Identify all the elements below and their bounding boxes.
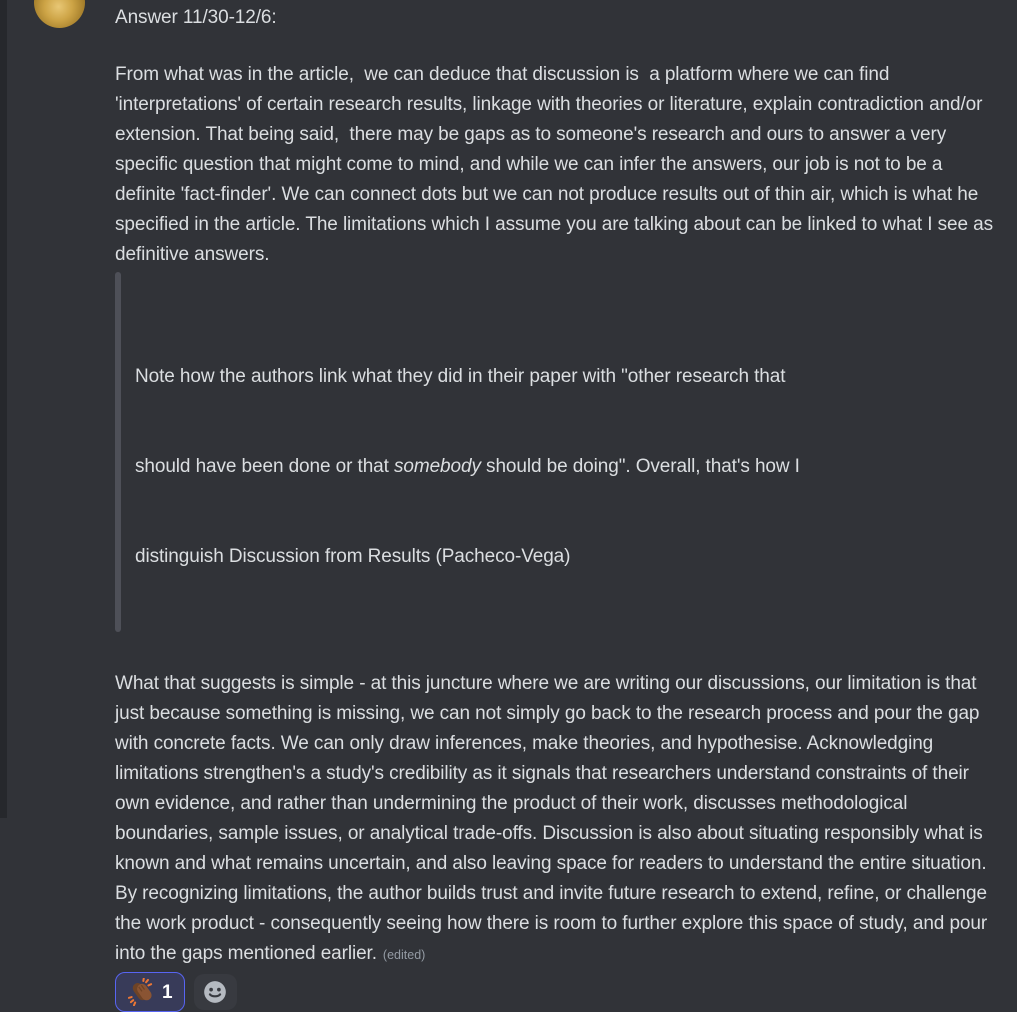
reaction-clap[interactable] [115, 972, 185, 1012]
message-paragraph-2 [115, 669, 993, 970]
reaction-count: 1 [162, 981, 173, 1003]
smiley-icon [202, 979, 228, 1005]
blockquote-line-2 [135, 452, 800, 482]
blockquote-line-3: distinguish Discussion from Results (Pacheco-Vega) [135, 546, 571, 567]
blockquote [115, 272, 997, 632]
add-reaction-button[interactable] [194, 974, 237, 1010]
blockquote-text [121, 272, 800, 632]
paragraph-2-text: What that suggests is simple - at this juncture where we are writing our discussions, our limitation is that just because something is missing, we can not simply go back to the research process and pour the gap with concrete facts. We can only draw inferences, make theories, and hypothesise. Acknowledging limitations strengthen's a study's credibility as it signals that researchers understand constraints of their own evidence, and rather than undermining the product of their work, discusses methodological boundaries, sample issues, or analytical trade-offs. Discussion is also about situating responsibly what is known and what remains uncertain, and also leaving space for readers to understand the entire situation. By recognizing limitations, the author builds trust and invite future research to extend, refine, or challenge the work product - consequently seeing how there is room to further explore this space of study, and pour into the gaps mentioned earlier. [115, 673, 993, 964]
reactions-row [115, 972, 997, 1012]
message-header-line: Answer 11/30-12/6: [115, 7, 277, 28]
chat-message [115, 3, 997, 1012]
quote-text-after-italic: should be doing". Overall, that's how I [480, 456, 800, 477]
clap-emoji-icon [127, 978, 155, 1006]
quote-italic-word: somebody [393, 456, 481, 477]
edited-tag: (edited) [382, 948, 426, 962]
user-avatar[interactable] [34, 0, 85, 28]
message-paragraph-1: From what was in the article, we can deduce that discussion is a platform where we can find 'interpretations' of certain research results, linkage with theories or literature, explain contradiction and/or extension. That being said, there may be gaps as to someone's research and ours to answer a very specific question that might come to mind, and while we can infer the answers, our job is not to be a definite 'fact-finder'. We can connect dots but we can not produce results out of thin air, which is what he specified in the article. The limitations which I assume you are talking about can be linked to what I see as definitive answers. [115, 64, 999, 265]
quote-text-before-italic: should have been done or that [135, 456, 394, 477]
left-edge-strip [0, 0, 7, 818]
blockquote-line-1: Note how the authors link what they did in their paper with "other research that [135, 366, 786, 387]
